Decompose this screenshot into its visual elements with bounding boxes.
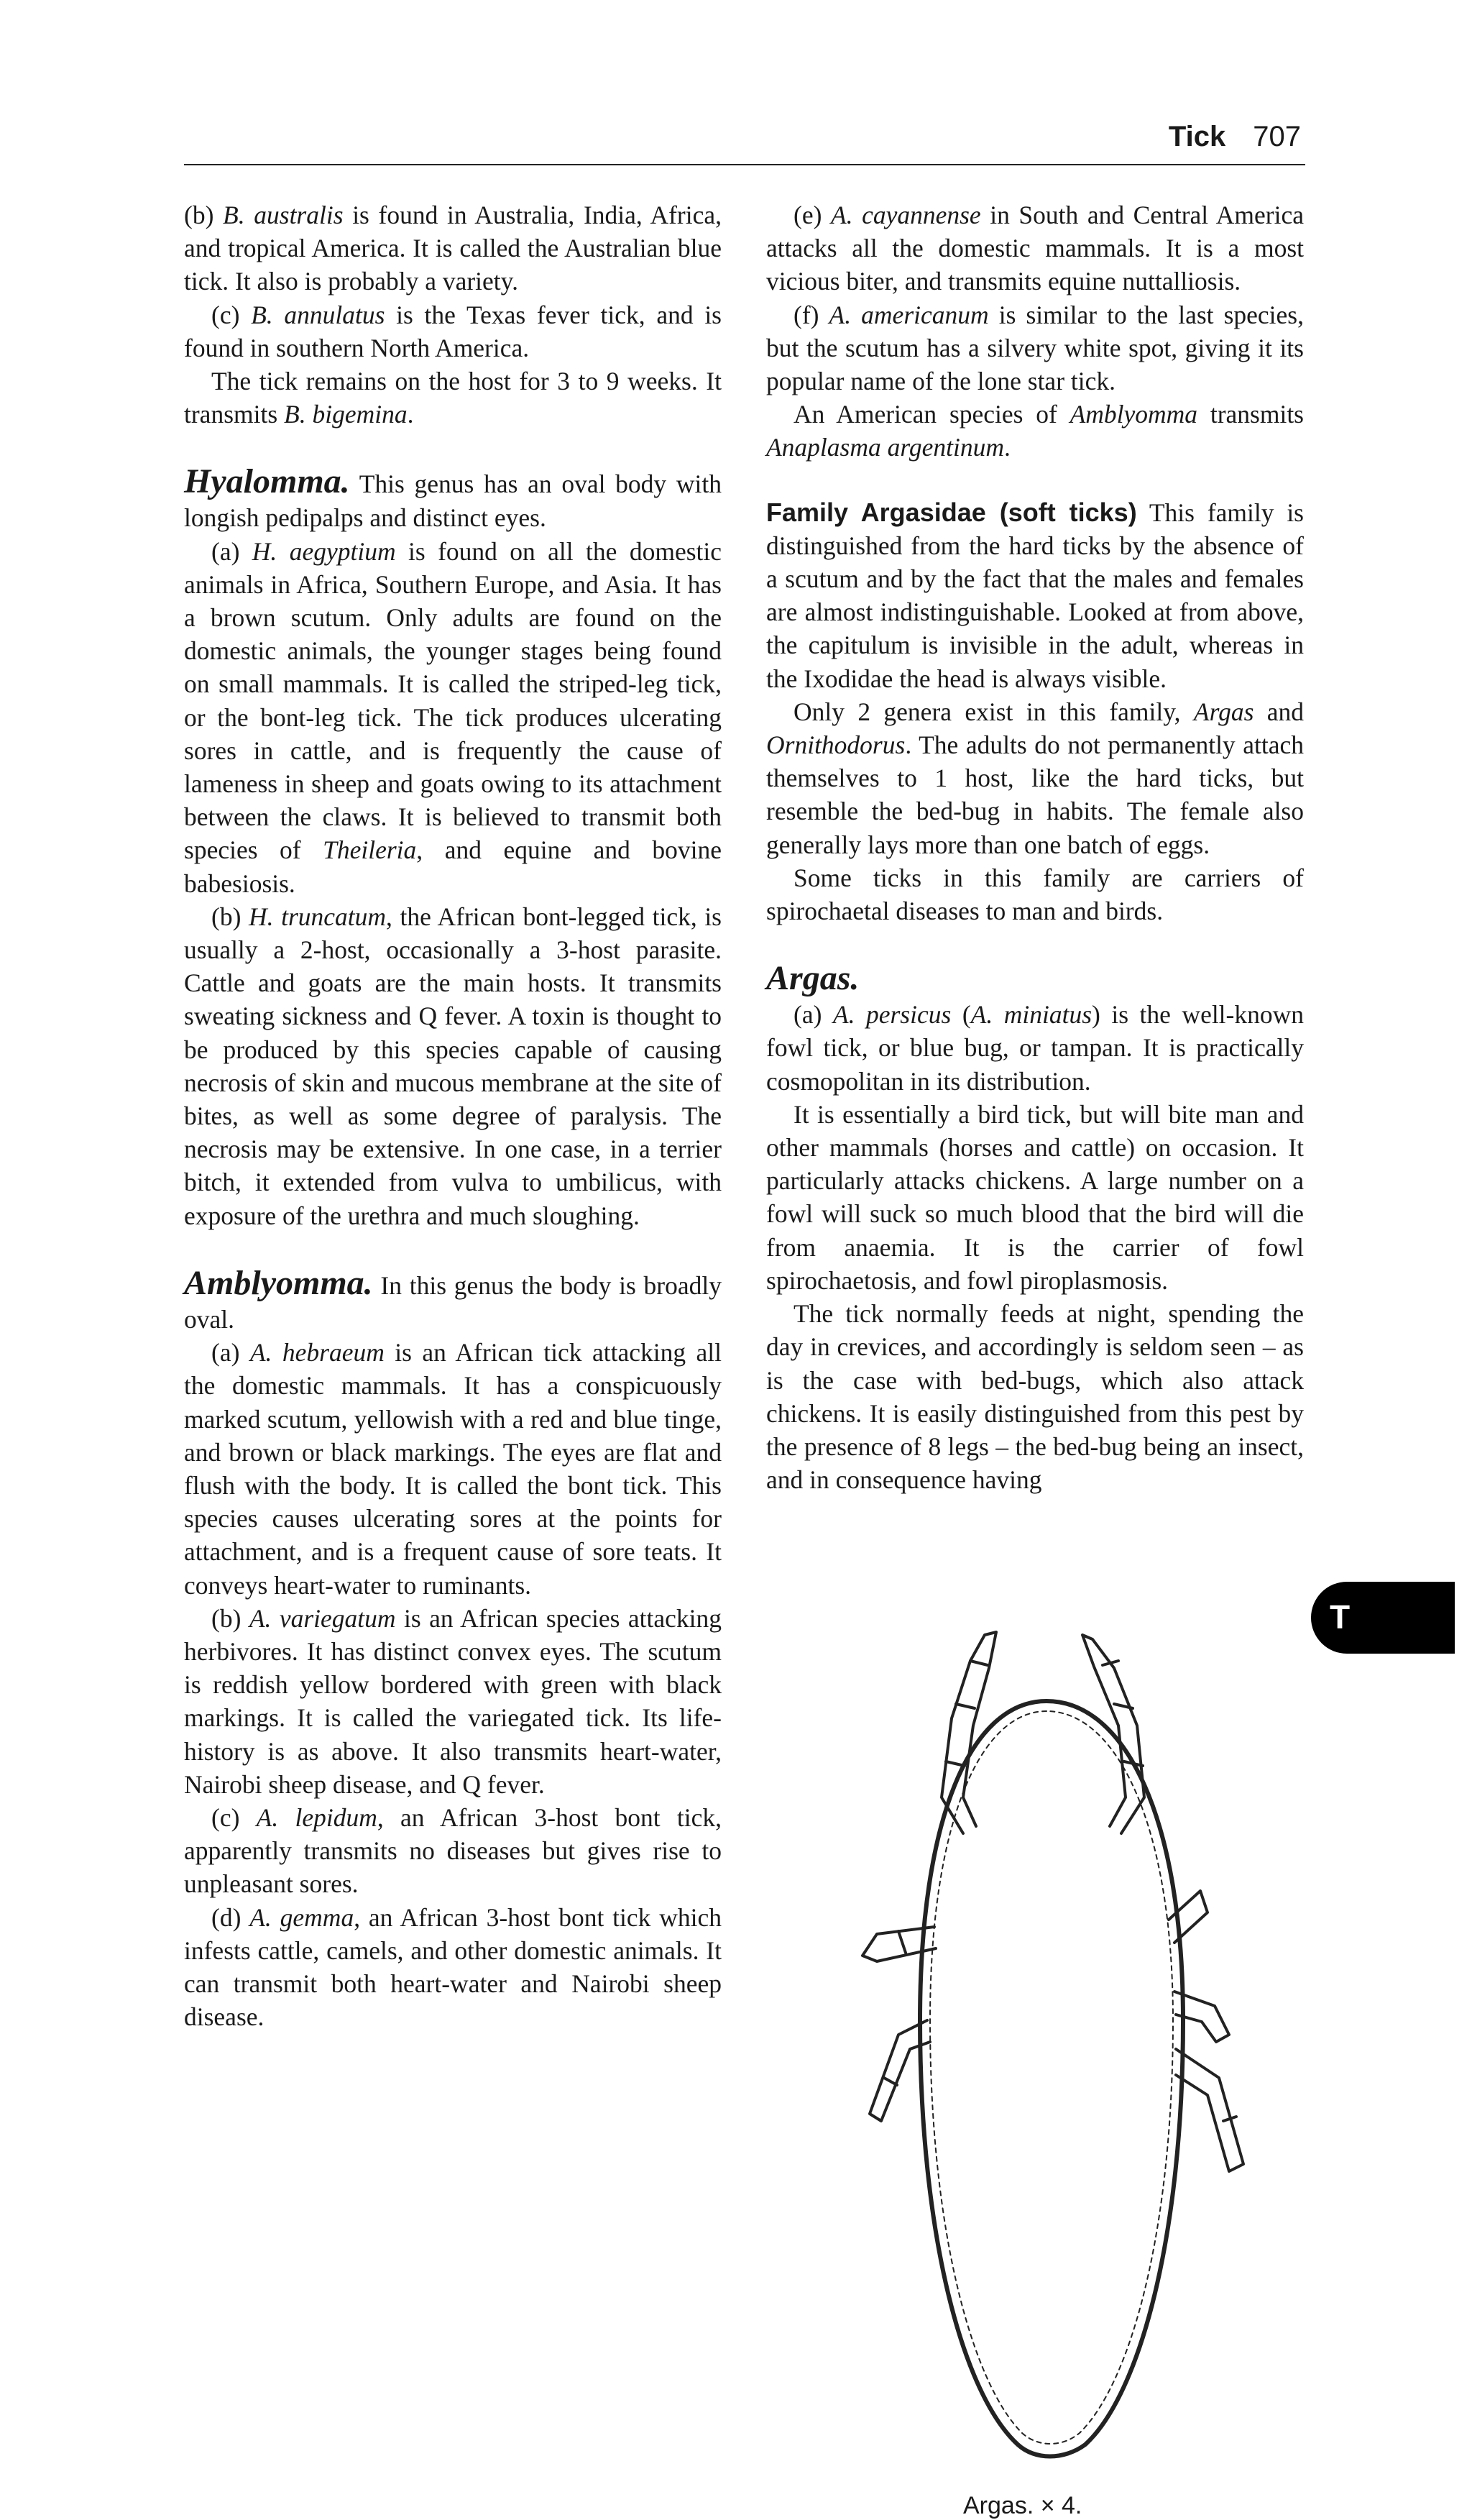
paragraph-a-americanum: (f) A. americanum is similar to the last species, but the scutum has a silvery white spot, giving it its popular name of the lone star tick.: [766, 300, 1304, 396]
left-column: [184, 198, 722, 2033]
paragraph-b-australis: (b) B. australis is found in Australia, India, Africa, and tropical America. It is called the Australian blue tick. It also is probably a variety.: [184, 201, 722, 296]
argas-tick-illustration: [855, 1618, 1258, 2502]
paragraph-c-annulatus: (c) B. annulatus is the Texas fever tick, and is found in southern North America.: [184, 300, 722, 362]
paragraph-a-persicus: (a) A. persicus (A. miniatus) is the well-known fowl tick, or blue bug, or tampan. It is practically cosmopolitan in its distribution.: [766, 1000, 1305, 1096]
genus-heading-hyalomma: Hyalomma.: [184, 462, 350, 501]
paragraph-a-hebraeum: (a) A. hebraeum is an African tick attacking all the domestic mammals. It has a conspicuously marked scutum, yellowish with a red and blue tinge, and brown or black markings. The eyes are flat and flush with the body. It is called the bont tick. This species causes ulcerating sores at the points for attachment, and is a frequent cause of sore teats. It conveys heart-water to ruminants.: [184, 1338, 722, 1600]
argas-figure: [855, 1618, 1258, 2502]
genus-heading-argas: Argas.: [766, 959, 860, 998]
paragraph-spirochaetal: Some ticks in this family are carriers of spirochaetal diseases to man and birds.: [766, 863, 1304, 926]
header-text: [1169, 121, 1301, 153]
genus-heading-amblyomma: Amblyomma.: [184, 1263, 373, 1302]
paragraph-host-duration: The tick remains on the host for 3 to 9 weeks. It transmits B. bigemina.: [184, 367, 722, 429]
section-amblyomma: Amblyomma. In this genus the body is broadly oval.: [184, 1263, 722, 1334]
thumb-index-letter: T: [1330, 1598, 1351, 1636]
figure-caption: Argas. × 4.: [963, 2492, 1082, 2519]
paragraph-american-species: An American species of Amblyomma transmits Anaplasma argentinum.: [766, 400, 1305, 462]
paragraph-a-lepidum: (c) A. lepidum, an African 3-host bont tick, apparently transmits no diseases but gives rise to unpleasant sores.: [184, 1802, 722, 1899]
section-argas: [766, 959, 1304, 998]
paragraph-a-gemma: (d) A. gemma, an African 3-host bont tick which infests cattle, camels, and other domestic animals. It can transmit both heart-water and Nairobi sheep disease.: [184, 1902, 722, 2032]
running-header: [184, 121, 1305, 165]
paragraph-two-genera: Only 2 genera exist in this family, Argas and Ornithodorus. The adults do not permanently attach themselves to 1 host, like the hard ticks, but resemble the bed-bug in habits. The female also generally lays more than one batch of eggs.: [766, 697, 1305, 859]
header-word: Tick: [1168, 121, 1226, 152]
paragraph-a-variegatum: (b) A. variegatum is an African species attacking herbivores. It has distinct convex eyes. The scutum is reddish yellow bordered with green with black markings. It is called the variegated tick. Its life-history is as above. It also transmits heart-water, Nairobi sheep disease, and Q fever.: [184, 1603, 722, 1799]
paragraph-night-feeding: The tick normally feeds at night, spending the day in crevices, and accordingly is seldom seen – as is the case with bed-bugs, which also attack chickens. It is easily distinguished from this pest by the presence of 8 legs – the bed-bug being an insect, and in consequence having: [766, 1299, 1304, 1495]
paragraph-h-aegyptium: (a) H. aegyptium is found on all the domestic animals in Africa, Southern Europe, and Asia. It has a brown scutum. Only adults are found on the domestic animals, the younger stages being found on small mammals. It is called the striped-leg tick, or the bont-leg tick. The tick produces ulcerating sores in cattle, and is frequently the cause of lameness in sheep and goats owing to its attachment between the claws. It is believed to transmit both species of Theileria, and equine and bovine babesiosis.: [184, 536, 722, 898]
family-heading-argasidae: Family Argasidae (soft ticks): [766, 497, 1137, 527]
paragraph-bird-tick: It is essentially a bird tick, but will bite man and other mammals (horses and cattle) on occasion. It particularly attacks chickens. A large number on a fowl will suck so much blood that the bird will die from anaemia. It is the carrier of fowl spirochaetosis, and fowl piroplasmosis.: [766, 1099, 1304, 1295]
section-hyalomma: Hyalomma. This genus has an oval body with longish pedipalps and distinct eyes.: [184, 462, 722, 533]
section-argasidae: Family Argasidae (soft ticks) This family is distinguished from the hard ticks by the absence of a scutum and by the fact that the males and females are almost indistinguishable. Looked at from above, the capitulum is invisible in the adult, whereas in the Ixodidae the head is always visible.: [766, 497, 1304, 693]
page-number: 707: [1253, 121, 1301, 152]
thumb-index-tab: [1311, 1582, 1455, 1654]
right-column: [766, 198, 1304, 1496]
paragraph-h-truncatum: (b) H. truncatum, the African bont-legged tick, is usually a 2-host, occasionally a 3-host parasite. Cattle and goats are the main hosts. It transmits sweating sickness and Q fever. A toxin is thought to be produced by this species capable of causing necrosis of skin and mucous membrane at the site of bites, as well as some degree of paralysis. The necrosis may be extensive. In one case, in a terrier bitch, it extended from vulva to umbilicus, with exposure of the urethra and much sloughing.: [184, 902, 722, 1230]
paragraph-a-cayannense: (e) A. cayannense in South and Central America attacks all the domestic mammals. It is a most vicious biter, and transmits equine nuttalliosis.: [766, 201, 1304, 296]
